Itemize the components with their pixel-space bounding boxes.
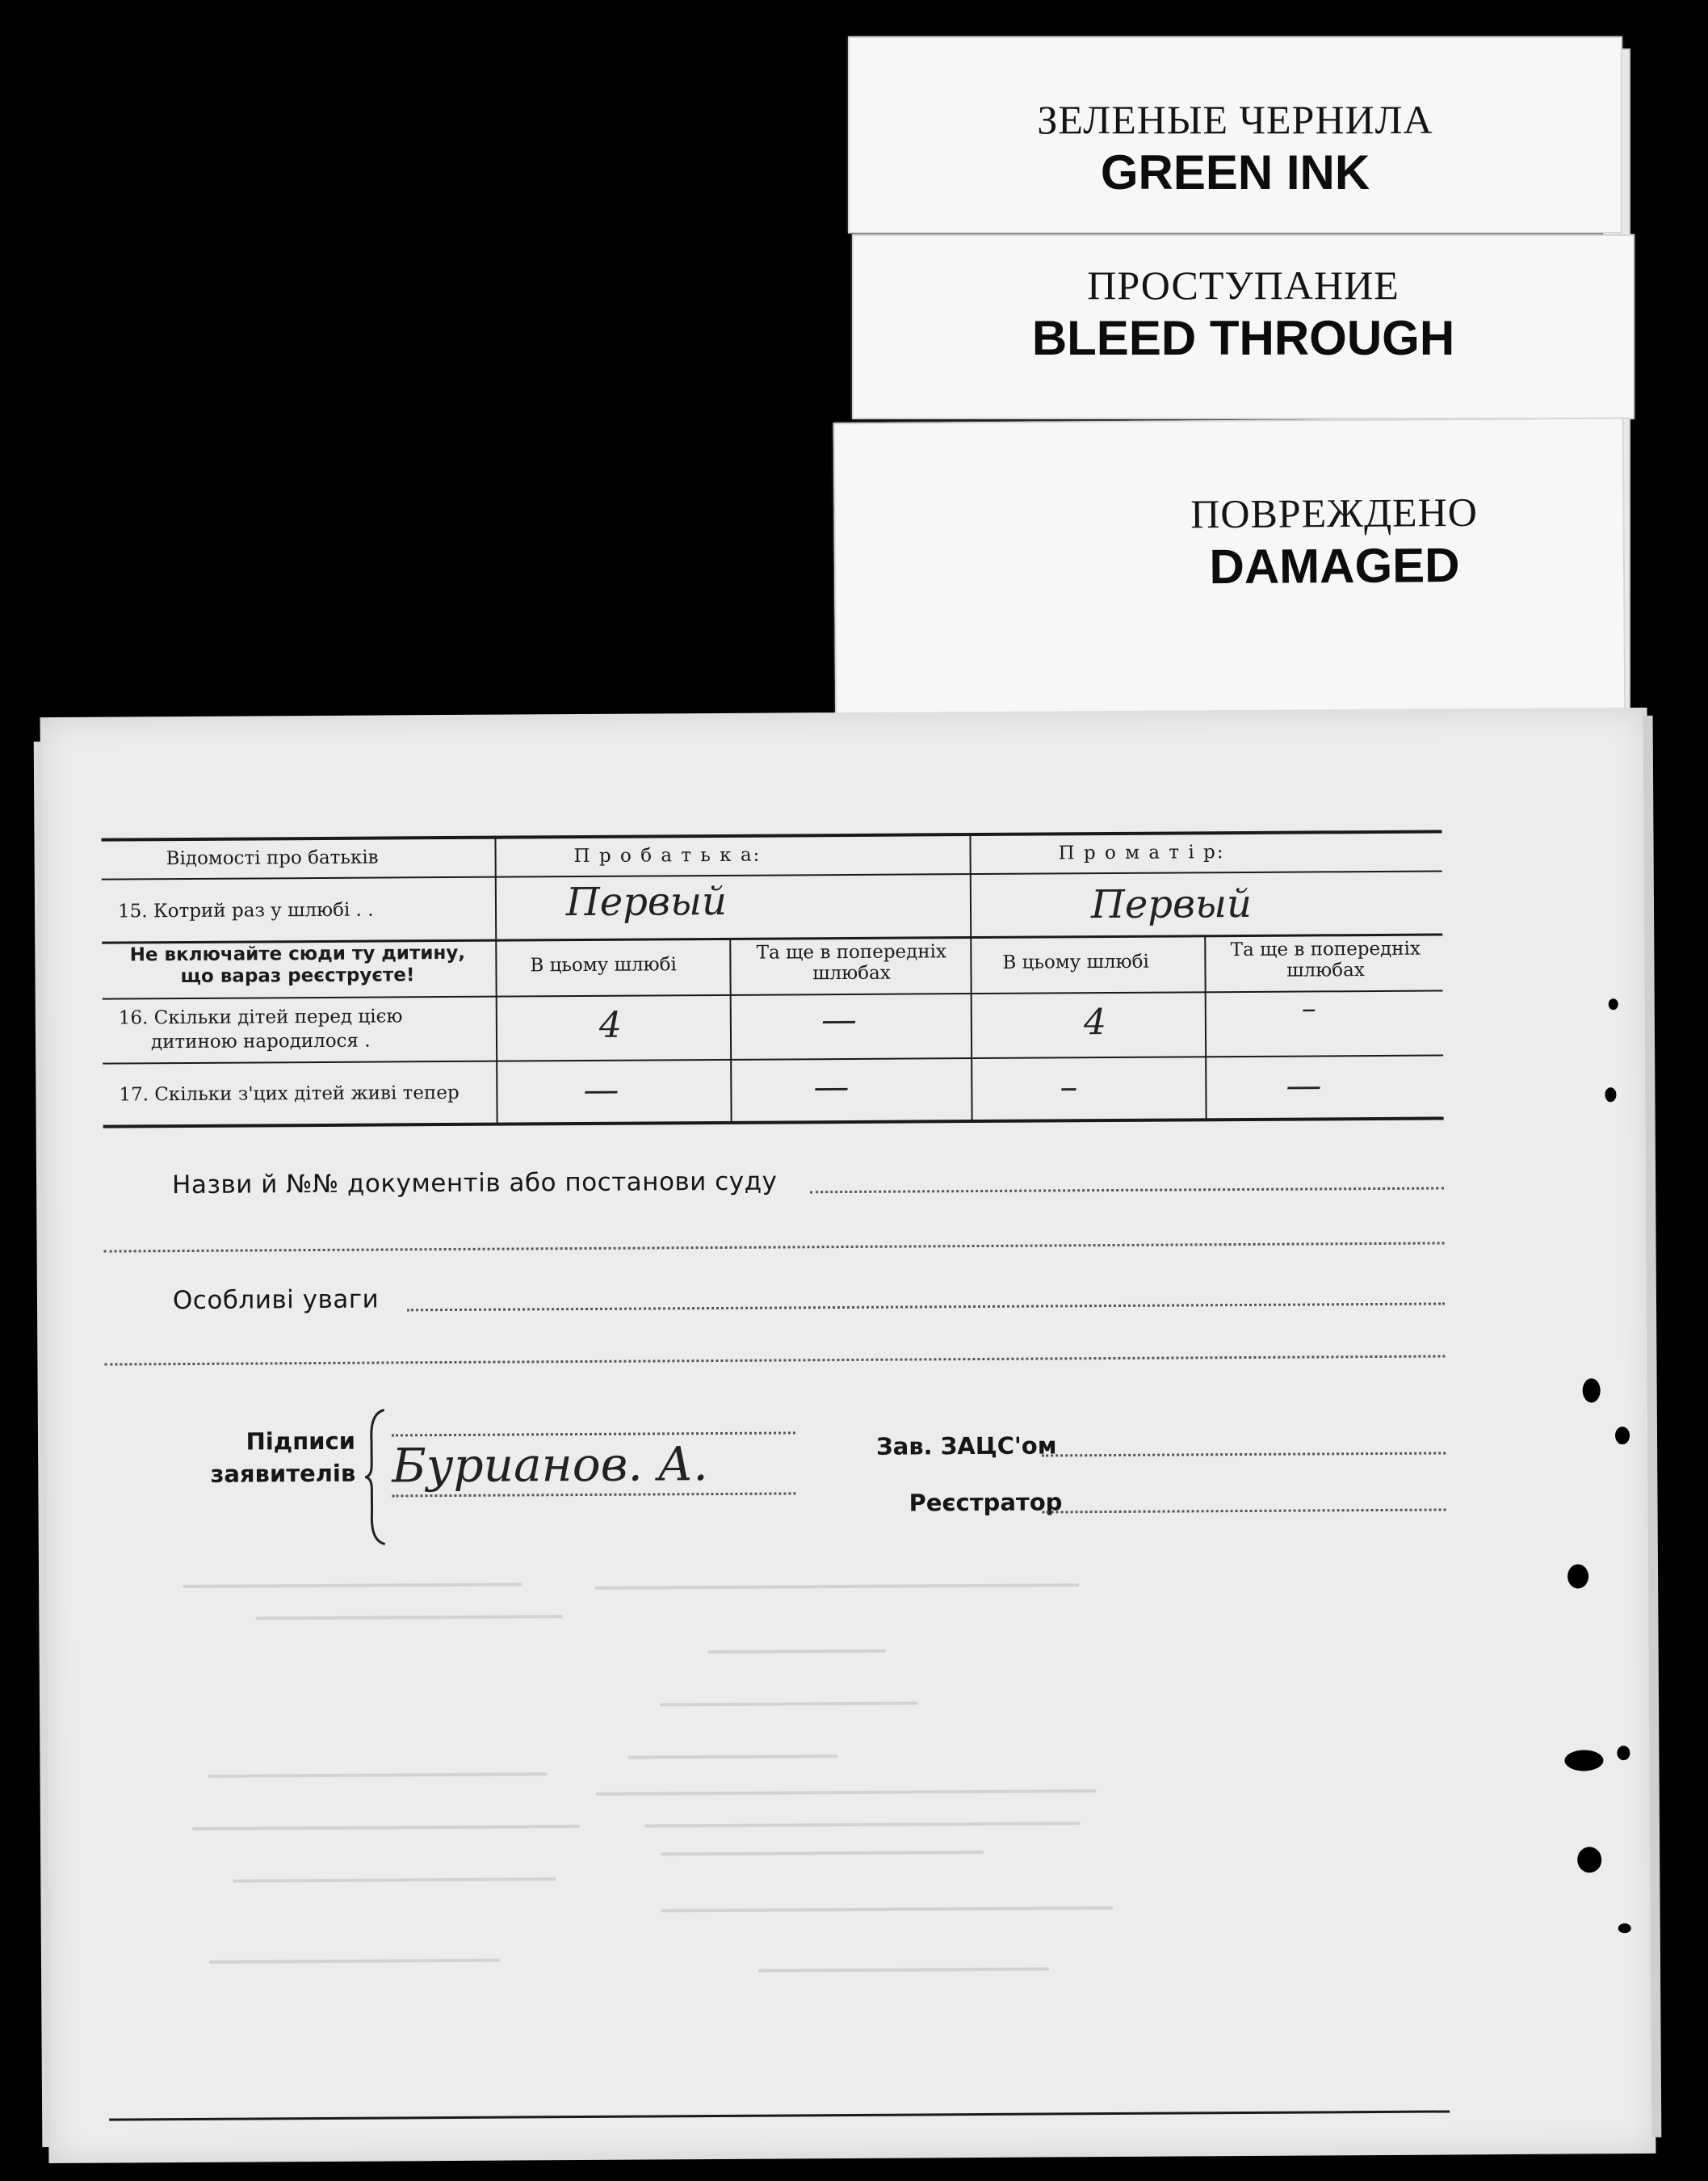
row16-mother-this: 4	[1083, 1002, 1107, 1044]
table-rule	[103, 990, 1443, 999]
subheader-prev-marriages-mother	[1216, 939, 1434, 982]
table-top-rule	[101, 830, 1442, 841]
row16-label-line1: 16. Скільки дітей перед цією	[118, 1006, 403, 1029]
signature-field-line-2	[392, 1492, 795, 1497]
note-exclude-child	[107, 943, 487, 989]
special-notes-label: Особливі уваги	[172, 1284, 380, 1316]
header-parents-info: Відомості про батьків	[166, 847, 379, 870]
documents-field-line	[810, 1187, 1444, 1193]
table-rule	[102, 870, 1442, 880]
signatures-label-line2: заявителів	[210, 1459, 356, 1488]
row15-mother-value: Первый	[1090, 880, 1253, 928]
documents-field-line-2	[104, 1242, 1445, 1252]
subheader-prev-line1: Та ще в попередніх	[1230, 938, 1421, 961]
table-bottom-rule	[103, 1116, 1444, 1128]
applicant-signature: Бурианов. А.	[392, 1436, 708, 1494]
flag-bleed-through-en: BLEED THROUGH	[1031, 311, 1455, 365]
subheader-this-marriage-mother: В цьому шлюбі	[1002, 951, 1149, 973]
registrar-label: Реєстратор	[909, 1488, 1063, 1517]
subheader-this-marriage-father: В цьому шлюбі	[530, 954, 677, 977]
header-father: П р о б а т ь к а:	[573, 844, 762, 868]
subheader-prev-line2: шлюбах	[812, 962, 891, 985]
documents-label: Назви й №№ документів або постанови суду	[171, 1166, 778, 1200]
flag-damaged-en: DAMAGED	[1209, 538, 1460, 595]
flag-damaged-ru: ПОВРЕЖДЕНО	[1190, 489, 1479, 537]
flag-bleed-through	[852, 234, 1635, 419]
sheet-right-edge	[1643, 716, 1662, 2137]
flag-green-ink	[848, 36, 1622, 233]
head-zags-field-line	[1042, 1452, 1446, 1456]
flag-bleed-through-ru: ПРОСТУПАНИЕ	[1087, 263, 1400, 308]
row17-mother-prev: —	[1286, 1065, 1322, 1107]
flag-green-ink-ru: ЗЕЛЕНЫЕ ЧЕРНИЛА	[1037, 97, 1433, 142]
row16-label-line2: дитиною народилося .	[150, 1030, 371, 1053]
signatures-label-line1: Підписи	[245, 1427, 356, 1456]
row17-father-prev: —	[813, 1065, 850, 1108]
bottom-rule	[109, 2110, 1450, 2120]
subheader-prev-line1: Та ще в попередніх	[756, 941, 947, 964]
signatures-brace	[363, 1408, 388, 1545]
header-mother: П р о м а т і р:	[1058, 842, 1225, 864]
subheader-prev-line2: шлюбах	[1286, 960, 1365, 981]
note-line1: Не включайте сюди ту дитину,	[129, 942, 466, 966]
special-notes-field-line-2	[104, 1355, 1445, 1365]
flag-green-ink-en: GREEN INK	[1100, 145, 1370, 200]
row16-father-prev: —	[820, 998, 858, 1041]
special-notes-field-line	[407, 1302, 1445, 1311]
subheader-prev-marriages-father	[745, 941, 957, 985]
row17-label: 17. Скільки з'цих дітей живі тепер	[119, 1082, 460, 1106]
sheet-left-edge	[34, 742, 51, 2147]
registrar-field-line	[1043, 1508, 1446, 1513]
table-col-rule	[1204, 936, 1207, 1120]
row16-mother-prev: –	[1301, 992, 1316, 1026]
table-col-rule	[494, 836, 497, 1124]
table-col-rule	[729, 939, 732, 1123]
signature-field-line-1	[392, 1431, 795, 1436]
note-line2: що вараз реєструєте!	[180, 964, 415, 988]
signatures-label	[186, 1425, 355, 1490]
row15-father-value: Первый	[565, 878, 728, 926]
row17-father-this: —	[583, 1069, 619, 1111]
head-zags-label: Зав. ЗАЦС'ом	[875, 1431, 1057, 1460]
table-rule	[103, 1054, 1443, 1064]
table-col-rule	[969, 833, 972, 1121]
row16-father-this: 4	[598, 1004, 623, 1046]
flag-damaged	[833, 418, 1626, 717]
record-sheet	[40, 708, 1656, 2163]
row15-label: 15. Котрий раз у шлюбі . .	[117, 899, 374, 922]
row17-mother-this: –	[1060, 1066, 1078, 1108]
row16-label	[119, 1004, 403, 1054]
